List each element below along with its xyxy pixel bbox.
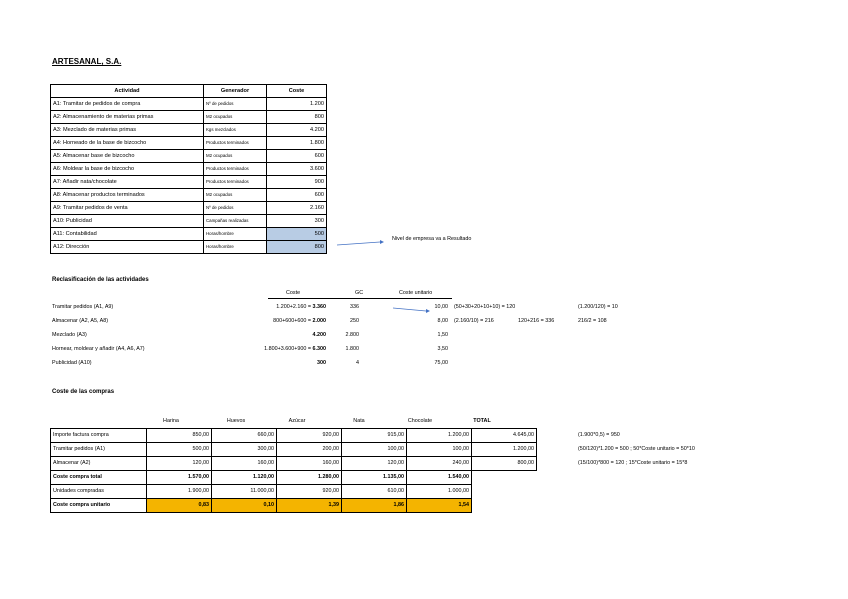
reclass-gc: 2.800 [345, 332, 359, 338]
col-actividad: Actividad [51, 85, 204, 98]
activity-driver: Nº de pedidos [204, 98, 267, 111]
activity-driver: Horas/hombre [204, 228, 267, 241]
activity-name: A9: Tramitar pedidos de venta [51, 202, 204, 215]
reclass-label: Tramitar pedidos (A1, A9) [52, 304, 114, 310]
purchase-row-label: Importe factura compra [51, 429, 147, 443]
purchase-cell: 800,00 [472, 457, 537, 471]
reclass-cost [273, 318, 326, 324]
purchase-cell: 1.570,00 [147, 471, 212, 485]
col-generador: Generador [204, 85, 267, 98]
activity-name: A3: Mezclado de materias primas [51, 124, 204, 137]
purchase-row [51, 443, 537, 457]
purchase-cell: 920,00 [277, 485, 342, 499]
purchase-cell: 100,00 [342, 443, 407, 457]
purchase-row [51, 429, 537, 443]
purchase-cell: 1.120,00 [212, 471, 277, 485]
activity-cost: 2.160 [267, 202, 327, 215]
arrow-icon [392, 306, 432, 316]
activity-driver: Productos terminados [204, 163, 267, 176]
col-coste: Coste [267, 85, 327, 98]
purchase-cell: 1.200,00 [472, 443, 537, 457]
activity-row [51, 124, 327, 137]
activity-driver: M2 ocupados [204, 189, 267, 202]
activity-name: A1: Tramitar de pedidos de compra [51, 98, 204, 111]
activity-name: A11: Contabilidad [51, 228, 204, 241]
arrow-icon [336, 238, 386, 248]
activity-cost: 1.200 [267, 98, 327, 111]
reclass-cost [313, 332, 327, 338]
purchase-cell: 1,54 [407, 499, 472, 513]
reclass-note: (2.160/10) = 216 [454, 318, 494, 324]
purchase-cell [472, 485, 537, 499]
purchase-cell: 120,00 [342, 457, 407, 471]
reclass-unit: 75,00 [434, 360, 448, 366]
purchase-row [51, 499, 537, 513]
reclass-gc: 1.800 [345, 346, 359, 352]
reclass-header-line [268, 298, 452, 299]
purchase-cell: 920,00 [277, 429, 342, 443]
reclass-cost [264, 346, 326, 352]
activity-driver: M2 ocupados [204, 111, 267, 124]
activity-row [51, 163, 327, 176]
activity-cost: 800 [267, 111, 327, 124]
activity-row [51, 150, 327, 163]
activity-cost: 300 [267, 215, 327, 228]
purchase-cell: 11.000,00 [212, 485, 277, 499]
reclass-heading: Reclasificación de las actividades [52, 277, 149, 283]
activity-driver: Campañas realizadas [204, 215, 267, 228]
purchase-cell: 610,00 [342, 485, 407, 499]
purchase-cell: 160,00 [212, 457, 277, 471]
purchase-cell [472, 471, 537, 485]
reclass-cost-value: 6.300 [312, 346, 326, 352]
activity-driver: Nº de pedidos [204, 202, 267, 215]
activity-row [51, 189, 327, 202]
activity-name: A5: Almacenar base de bizcocho [51, 150, 204, 163]
reclass-cost-formula: 1.800+3.600+900 = [264, 346, 313, 352]
purchase-note: (50/120)*1.200 = 500 ; 50*Coste unitario = 50*10 [578, 446, 695, 452]
activity-cost: 3.600 [267, 163, 327, 176]
purchase-cell [472, 499, 537, 513]
activity-cost: 900 [267, 176, 327, 189]
reclass-note: 216/2 = 108 [578, 318, 607, 324]
purchase-row [51, 485, 537, 499]
reclass-unit: 1,50 [437, 332, 448, 338]
activity-name: A6: Moldear la base de bizcocho [51, 163, 204, 176]
reclass-label: Hornear, moldear y añadir (A4, A6, A7) [52, 346, 145, 352]
reclass-cost [317, 360, 326, 366]
reclass-gc: 336 [350, 304, 359, 310]
reclass-label: Mezclado (A3) [52, 332, 87, 338]
purchase-cell: 0,10 [212, 499, 277, 513]
reclass-cost [276, 304, 326, 310]
reclass-cost-value: 300 [317, 360, 326, 366]
purchase-cell: 1.000,00 [407, 485, 472, 499]
activity-driver: M2 ocupados [204, 150, 267, 163]
activity-cost: 1.800 [267, 137, 327, 150]
activity-name: A10: Publicidad [51, 215, 204, 228]
activity-row [51, 176, 327, 189]
reclass-label: Almacenar (A2, A5, A8) [52, 318, 109, 324]
activity-name: A8: Almacenar productos terminados [51, 189, 204, 202]
purchase-cell: 200,00 [277, 443, 342, 457]
purchase-cell: 500,00 [147, 443, 212, 457]
purchase-col-header: Huevos [226, 418, 246, 424]
activity-cost: 4.200 [267, 124, 327, 137]
purchase-cell: 1.135,00 [342, 471, 407, 485]
reclass-label: Publicidad (A10) [52, 360, 92, 366]
purchase-cell: 4.645,00 [472, 429, 537, 443]
activity-cost: 500 [267, 228, 327, 241]
reclass-gc: 4 [356, 360, 359, 366]
reclass-note: (50+30+20+10+10) = 120 [454, 304, 516, 310]
activity-row [51, 137, 327, 150]
activity-driver: Productos terminados [204, 137, 267, 150]
purchase-row-label: Coste compra total [51, 471, 147, 485]
activity-name: A7: Añadir nata/chocolate [51, 176, 204, 189]
reclass-col-cost: Coste [286, 290, 301, 296]
reclass-cost-formula: 800+600+600 = [273, 318, 313, 324]
purchase-col-header: Harina [163, 418, 179, 424]
reclass-unit: 10,00 [434, 304, 448, 310]
purchase-cell: 240,00 [407, 457, 472, 471]
activity-row [51, 215, 327, 228]
purchases-table [50, 428, 537, 513]
activities-table [50, 84, 327, 254]
activity-driver: Horas/hombre [204, 241, 267, 254]
activity-row [51, 241, 327, 254]
purchase-cell: 915,00 [342, 429, 407, 443]
purchase-cell: 120,00 [147, 457, 212, 471]
purchase-cell: 1.200,00 [407, 429, 472, 443]
activity-driver: Kgs mezclados [204, 124, 267, 137]
activity-driver: Productos terminados [204, 176, 267, 189]
purchase-row-label: Almacenar (A2) [51, 457, 147, 471]
activity-row [51, 111, 327, 124]
purchase-cell: 1.280,00 [277, 471, 342, 485]
purchase-row-label: Unidades compradas [51, 485, 147, 499]
purchase-cell: 1,39 [277, 499, 342, 513]
activity-name: A2: Almacenamiento de materias primas [51, 111, 204, 124]
reclass-cost-value: 3.360 [312, 304, 326, 310]
purchase-note: (15/100)*800 = 120 ; 15*Coste unitario = 15*8 [578, 460, 688, 466]
purchase-cell: 660,00 [212, 429, 277, 443]
purchase-cell: 100,00 [407, 443, 472, 457]
reclass-cost-value: 4.200 [312, 332, 326, 338]
reclass-unit: 8,00 [437, 318, 448, 324]
activity-name: A4: Horneado de la base de bizcocho [51, 137, 204, 150]
reclass-cost-formula: 1.200+2.160 = [276, 304, 313, 310]
purchase-row-label: Tramitar pedidos (A1) [51, 443, 147, 457]
purchase-row-label: Coste compra unitario [51, 499, 147, 513]
reclass-gc: 250 [350, 318, 359, 324]
purchase-col-header: Chocolate [407, 418, 433, 424]
reclass-note: 120+216 = 336 [518, 318, 555, 324]
reclass-note: (1.200/120) = 10 [578, 304, 618, 310]
activity-cost: 600 [267, 150, 327, 163]
result-note: Nivel de empresa va a Resultado [392, 236, 472, 242]
activity-row [51, 228, 327, 241]
activity-row [51, 202, 327, 215]
purchase-col-header: Nata [353, 418, 365, 424]
purchase-col-header: Azúcar [288, 418, 306, 424]
purchase-col-header: TOTAL [473, 418, 491, 424]
activity-row [51, 98, 327, 111]
purchase-cell: 0,83 [147, 499, 212, 513]
activity-cost: 600 [267, 189, 327, 202]
reclass-col-unit: Coste unitario [399, 290, 433, 296]
document-title: ARTESANAL, S.A. [52, 57, 122, 66]
activity-name: A12: Dirección [51, 241, 204, 254]
activity-cost: 800 [267, 241, 327, 254]
purchase-cell: 1.900,00 [147, 485, 212, 499]
purchase-cell: 160,00 [277, 457, 342, 471]
reclass-cost-value: 2.000 [312, 318, 326, 324]
purchase-cell: 1.540,00 [407, 471, 472, 485]
purchase-row [51, 457, 537, 471]
purchase-cell: 1,86 [342, 499, 407, 513]
purchases-heading: Coste de las compras [52, 389, 115, 395]
purchase-cell: 300,00 [212, 443, 277, 457]
purchase-note: (1.900*0,5) = 950 [578, 432, 620, 438]
reclass-unit: 3,50 [437, 346, 448, 352]
purchase-row [51, 471, 537, 485]
reclass-col-gc: GC [355, 290, 364, 296]
purchase-cell: 850,00 [147, 429, 212, 443]
